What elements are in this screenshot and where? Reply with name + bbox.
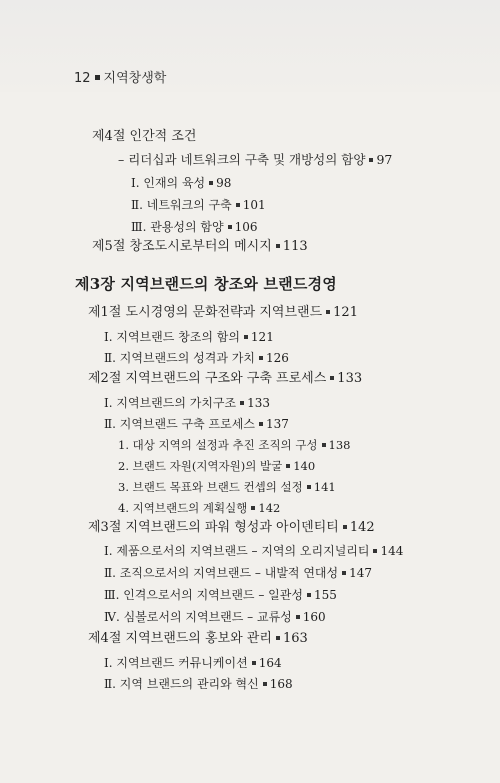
toc-entry-page: 138 <box>328 438 351 452</box>
toc-entry <box>104 395 270 411</box>
toc-entry <box>92 239 308 255</box>
toc-entry-page: 142 <box>349 520 375 535</box>
toc-entry-title: Ⅰ. 지역브랜드의 가치구조 <box>104 396 237 410</box>
toc-entry-title: Ⅱ. 지역 브랜드의 관리와 혁신 <box>104 677 259 691</box>
bullet-square-icon <box>236 203 240 207</box>
toc-entry-title: Ⅰ. 지역브랜드 커뮤니케이션 <box>104 656 248 670</box>
toc-entry-page: 142 <box>258 501 281 515</box>
toc-entry-title: 3. 브랜드 목표와 브랜드 컨셉의 설정 <box>118 480 303 494</box>
toc-entry-page: 155 <box>313 588 337 602</box>
toc-entry-page: 113 <box>282 239 308 254</box>
toc-entry-page: 141 <box>313 480 336 494</box>
toc-entry <box>118 458 315 474</box>
toc-entry-page: 160 <box>302 610 326 624</box>
bullet-square-icon <box>296 615 300 619</box>
toc-entry-page: 140 <box>293 459 316 473</box>
toc-entry-title: Ⅱ. 지역브랜드의 성격과 가치 <box>104 351 255 365</box>
bullet-square-icon <box>263 682 267 686</box>
bullet-square-icon <box>330 376 334 380</box>
bullet-square-icon <box>251 506 255 510</box>
bullet-square-icon <box>307 485 311 489</box>
bullet-square-icon <box>259 356 263 360</box>
bullet-square-icon <box>252 661 256 665</box>
bullet-square-icon <box>240 401 244 405</box>
toc-entry <box>104 350 289 366</box>
toc-entry-page: 101 <box>242 198 266 212</box>
toc-entry-page: 121 <box>250 330 274 344</box>
toc-entry-page: 126 <box>265 351 289 365</box>
bullet-square-icon <box>209 181 213 185</box>
bullet-square-icon <box>276 636 280 640</box>
toc-entry-title: – 리더십과 네트워크의 구축 및 개방성의 함양 <box>118 152 366 167</box>
toc-entry <box>88 520 375 536</box>
toc-entry-title: Ⅲ. 관용성의 함양 <box>131 220 224 234</box>
toc-entry-title: Ⅰ. 지역브랜드 창조의 함의 <box>104 330 240 344</box>
bullet-square-icon <box>343 525 347 529</box>
bullet-square-icon <box>342 571 346 575</box>
toc-entry-title: 2. 브랜드 자원(지역자원)의 발굴 <box>118 459 283 473</box>
toc-entry-page: 98 <box>216 176 232 190</box>
toc-entry <box>92 129 196 145</box>
page-number: 12 <box>74 71 91 86</box>
toc-entry-page: 137 <box>265 417 289 431</box>
toc-entry-page: 144 <box>380 544 404 558</box>
toc-entry <box>104 329 274 345</box>
toc-entry <box>131 175 231 191</box>
toc-entry-page: 164 <box>258 656 282 670</box>
toc-entry-title: Ⅲ. 인격으로서의 지역브랜드 – 일관성 <box>104 588 303 602</box>
toc-entry <box>104 587 337 603</box>
toc-entry <box>88 371 362 387</box>
toc-entry <box>131 197 266 213</box>
toc-entry-page: 97 <box>376 152 393 167</box>
toc-entry-title: Ⅱ. 네트워크의 구축 <box>131 198 232 212</box>
bullet-square-icon <box>373 549 377 553</box>
toc-entry-title: Ⅱ. 조직으로서의 지역브랜드 – 내발적 연대성 <box>104 566 339 580</box>
toc-entry <box>104 565 372 581</box>
toc-entry-title: 제4절 인간적 조건 <box>92 129 197 144</box>
book-title: 지역창생학 <box>103 71 167 86</box>
toc-entry <box>104 609 326 625</box>
toc-entry <box>118 152 392 168</box>
toc-entry-title: Ⅰ. 제품으로서의 지역브랜드 – 지역의 오리지널리티 <box>104 544 370 558</box>
toc-entry-title: Ⅰ. 인재의 육성 <box>131 176 206 190</box>
toc-entry-title: 제4절 지역브랜드의 홍보와 관리 <box>88 631 272 646</box>
toc-entry <box>88 305 358 321</box>
toc-entry-page: 106 <box>234 220 258 234</box>
toc-entry-title: 4. 지역브랜드의 계획실행 <box>118 501 248 515</box>
toc-entry-title: 제3절 지역브랜드의 파워 형성과 아이덴티티 <box>88 520 339 535</box>
toc-entry <box>104 416 289 432</box>
bullet-square-icon <box>244 335 248 339</box>
toc-entry-title: Ⅱ. 지역브랜드 구축 프로세스 <box>104 417 255 431</box>
toc-entry-title: 1. 대상 지역의 설정과 추진 조직의 구성 <box>118 438 318 452</box>
toc-entry-page: 133 <box>337 371 363 386</box>
bullet-square-icon <box>307 593 311 597</box>
bullet-square-icon <box>259 422 263 426</box>
toc-entry <box>118 479 336 495</box>
running-header <box>74 67 166 86</box>
toc-entry-page: 147 <box>349 566 373 580</box>
bullet-square-icon <box>228 225 232 229</box>
toc-entry-page: 163 <box>282 631 308 646</box>
bullet-square-icon <box>286 464 290 468</box>
toc-entry <box>104 655 282 671</box>
toc-entry <box>131 219 257 235</box>
toc-entry-title: 제5절 창조도시로부터의 메시지 <box>92 239 272 254</box>
bullet-square-icon <box>276 244 280 248</box>
bullet-square-icon <box>326 310 330 314</box>
bullet-square-icon <box>322 443 326 447</box>
chapter-heading <box>75 276 337 292</box>
toc-entry <box>88 631 308 647</box>
toc-entry-title: 제2절 지역브랜드의 구조와 구축 프로세스 <box>88 371 327 386</box>
toc-entry-page: 168 <box>269 677 293 691</box>
bullet-square-icon <box>369 158 373 162</box>
toc-entry-title: 제3장 지역브랜드의 창조와 브랜드경영 <box>75 275 337 293</box>
toc-entry-title: Ⅳ. 심볼로서의 지역브랜드 – 교류성 <box>104 610 292 624</box>
toc-entry <box>104 543 403 559</box>
toc-entry <box>118 437 351 453</box>
toc-entry-page: 133 <box>247 396 271 410</box>
toc-entry <box>104 676 293 692</box>
toc-entry-title: 제1절 도시경영의 문화전략과 지역브랜드 <box>88 305 323 320</box>
toc-entry <box>118 500 280 516</box>
toc-entry-page: 121 <box>333 305 358 320</box>
bullet-square-icon <box>95 75 100 80</box>
